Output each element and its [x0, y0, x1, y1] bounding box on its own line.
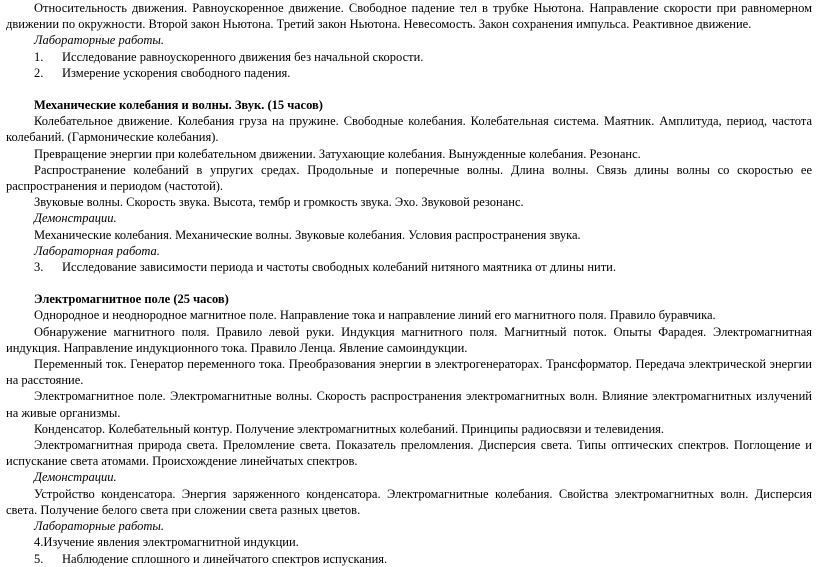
spacer [6, 81, 812, 97]
list-item [6, 259, 812, 275]
demo-label: Демонстрации. [34, 211, 117, 226]
paragraph: Распространение колебаний в упругих средах. Продольные и поперечные волны. Длина волны. Связь длины волны со скоростью ее распространения и периодом (частотой). [6, 162, 812, 194]
paragraph: Превращение энергии при колебательном движении. Затухающие колебания. Вынужденные колебания. Резонанс. [34, 146, 641, 161]
lab-label: Лабораторные работы. [34, 519, 164, 534]
paragraph: Электромагнитная природа света. Преломление света. Показатель преломления. Дисперсия света. Типы оптических спектров. Поглощение и испускание света атомами. Происхождение линейчатых спектров. [6, 438, 812, 469]
list-item: 4.Изучение явления электромагнитной индукции. [34, 535, 299, 550]
list-item [6, 65, 812, 81]
intro-lab-label: Лабораторные работы. [34, 33, 164, 48]
paragraph: Колебательное движение. Колебания груза на пружине. Свободные колебания. Колебательная система. Маятник. Амплитуда, период, частота колебаний. (Гармонические колебания). [6, 114, 812, 145]
paragraph: Механические колебания. Механические волны. Звуковые колебания. Условия распространения звука. [34, 227, 581, 242]
demo-label: Демонстрации. [34, 470, 117, 485]
list-item [6, 49, 812, 65]
list-number: 5. [34, 551, 44, 566]
list-item [6, 551, 812, 567]
spacer [6, 275, 812, 291]
paragraph: Устройство конденсатора. Энергия заряженного конденсатора. Электромагнитные колебания. Свойства электромагнитных волн. Дисперсия света. Получение белого света при сложении света разных цветов. [6, 486, 812, 517]
paragraph: Обнаружение магнитного поля. Правило левой руки. Индукция магнитного поля. Магнитный поток. Опыты Фарадея. Электромагнитная индукция. Направление индукционного тока. Правило Ленца. Явление самоиндукции. [6, 324, 812, 355]
list-text: Измерение ускорения свободного падения. [62, 65, 291, 80]
section-heading-em: Электромагнитное поле (25 часов) [34, 292, 229, 307]
paragraph: Электромагнитное поле. Электромагнитные волны. Скорость распространения электромагнитных волн. Влияние электромагнитных излучений на живые организмы. [6, 389, 812, 420]
list-text: Исследование равноускоренного движения без начальной скорости. [62, 49, 424, 64]
lab-label: Лабораторная работа. [34, 243, 160, 258]
intro-paragraph: Относительность движения. Равноускоренное движение. Свободное падение тел в трубке Ньютона. Направление скорости при равномерном движении по окружности. Второй закон Ньютона. Третий закон Ньютона. Невесомость. Закон сохранения импульса. Реактивное движение. [6, 1, 812, 32]
paragraph: Переменный ток. Генератор переменного тока. Преобразования энергии в электрогенераторах. Трансформатор. Передача электрической энергии на расстояние. [6, 357, 812, 388]
section-heading-mechanics: Механические колебания и волны. Звук. (15 часов) [34, 98, 323, 113]
paragraph: Однородное и неоднородное магнитное поле. Направление тока и направление линий его магнитного поля. Правило буравчика. [34, 308, 716, 323]
list-text: Наблюдение сплошного и линейчатого спектров испускания. [62, 551, 388, 566]
list-number: 1. [34, 49, 44, 64]
list-number: 3. [34, 260, 44, 275]
list-number: 2. [34, 65, 44, 80]
list-text: Исследование зависимости периода и частоты свободных колебаний нитяного маятника от длины нити. [62, 260, 616, 275]
paragraph: Звуковые волны. Скорость звука. Высота, тембр и громкость звука. Эхо. Звуковой резонанс. [34, 195, 524, 210]
paragraph: Конденсатор. Колебательный контур. Получение электромагнитных колебаний. Принципы радиосвязи и телевидения. [34, 421, 665, 436]
